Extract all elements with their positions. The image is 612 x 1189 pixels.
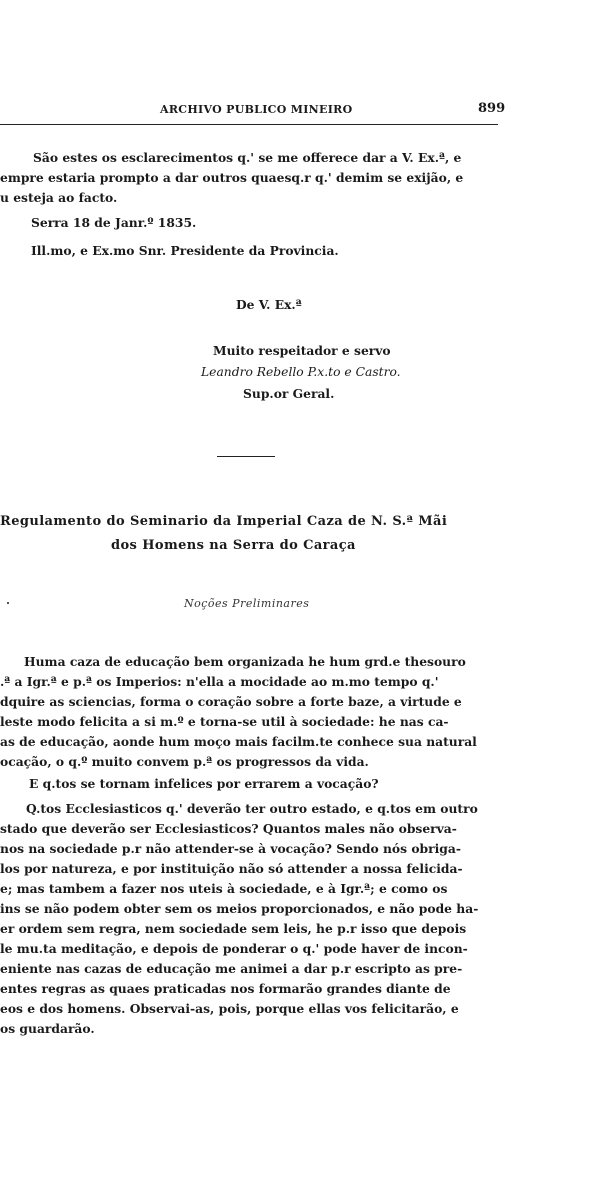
page-speck bbox=[7, 602, 9, 604]
page-number: 899 bbox=[478, 101, 506, 116]
letter-line: São estes os esclarecimentos q.' se me offerece dar a V. Ex.ª, e bbox=[33, 150, 462, 165]
body-line: as de educação, aonde hum moço mais facilm.te conhece sua natural bbox=[0, 734, 477, 749]
regulation-title-line2: dos Homens na Serra do Caraça bbox=[111, 538, 356, 553]
body-line: ocação, o q.º muito convem p.ª os progressos da vida. bbox=[0, 754, 369, 769]
body-line: e; mas tambem a fazer nos uteis à sociedade, e à Igr.ª; e como os bbox=[0, 881, 448, 896]
letter-line: u esteja ao facto. bbox=[0, 190, 118, 205]
body-line: eniente nas cazas de educação me animei a dar p.r escripto as pre- bbox=[0, 961, 463, 976]
body-line: dquire as sciencias, forma o coração sobre a forte baze, a virtude e bbox=[0, 694, 462, 709]
body-line: entes regras as quaes praticadas nos formarão grandes diante de bbox=[0, 981, 451, 996]
body-line: nos na sociedade p.r não attender-se à vocação? Sendo nós obriga- bbox=[0, 841, 461, 856]
body-line: stado que deverão ser Ecclesiasticos? Quantos males não observa- bbox=[0, 821, 457, 836]
body-line: los por natureza, e por instituição não só attender a nossa felicida- bbox=[0, 861, 463, 876]
signer-title: Sup.or Geral. bbox=[243, 386, 335, 401]
body-line: eos e dos homens. Observai-as, pois, porque ellas vos felicitarão, e bbox=[0, 1001, 459, 1016]
dateline: Serra 18 de Janr.º 1835. bbox=[31, 215, 197, 230]
body-line: E q.tos se tornam infelices por errarem a vocação? bbox=[29, 776, 379, 791]
regulation-subtitle: Noções Preliminares bbox=[184, 597, 310, 610]
salutation: De V. Ex.ª bbox=[236, 297, 302, 312]
section-divider bbox=[217, 456, 275, 457]
body-line: os guardarão. bbox=[0, 1021, 95, 1036]
body-line: er ordem sem regra, nem sociedade sem leis, he p.r isso que depois bbox=[0, 921, 467, 936]
body-line: Q.tos Ecclesiasticos q.' deverão ter outro estado, e q.tos em outro bbox=[26, 801, 478, 816]
letter-line: empre estaria prompto a dar outros quaesq.r q.' demim se exijão, e bbox=[0, 170, 464, 185]
regulation-title: Regulamento do Seminario da Imperial Caza de N. S.ª Mãi bbox=[0, 514, 448, 529]
body-line: le mu.ta meditação, e depois de ponderar o q.' pode haver de incon- bbox=[0, 941, 468, 956]
running-head bbox=[0, 103, 510, 119]
running-title: ARCHIVO PUBLICO MINEIRO bbox=[160, 103, 353, 116]
body-line: leste modo felicita a si m.º e torna-se util à sociedade: he nas ca- bbox=[0, 714, 449, 729]
body-line: ins se não podem obter sem os meios proporcionados, e não pode ha- bbox=[0, 901, 479, 916]
header-rule bbox=[0, 124, 498, 125]
body-line: Huma caza de educação bem organizada he hum grd.e thesouro bbox=[24, 654, 466, 669]
body-line: .ª a Igr.ª e p.ª os Imperios: n'ella a mocidade ao m.mo tempo q.' bbox=[0, 674, 439, 689]
closing: Muito respeitador e servo bbox=[213, 343, 391, 358]
addressee: Ill.mo, e Ex.mo Snr. Presidente da Provincia. bbox=[31, 243, 339, 258]
signature: Leandro Rebello P.x.to e Castro. bbox=[201, 365, 401, 379]
